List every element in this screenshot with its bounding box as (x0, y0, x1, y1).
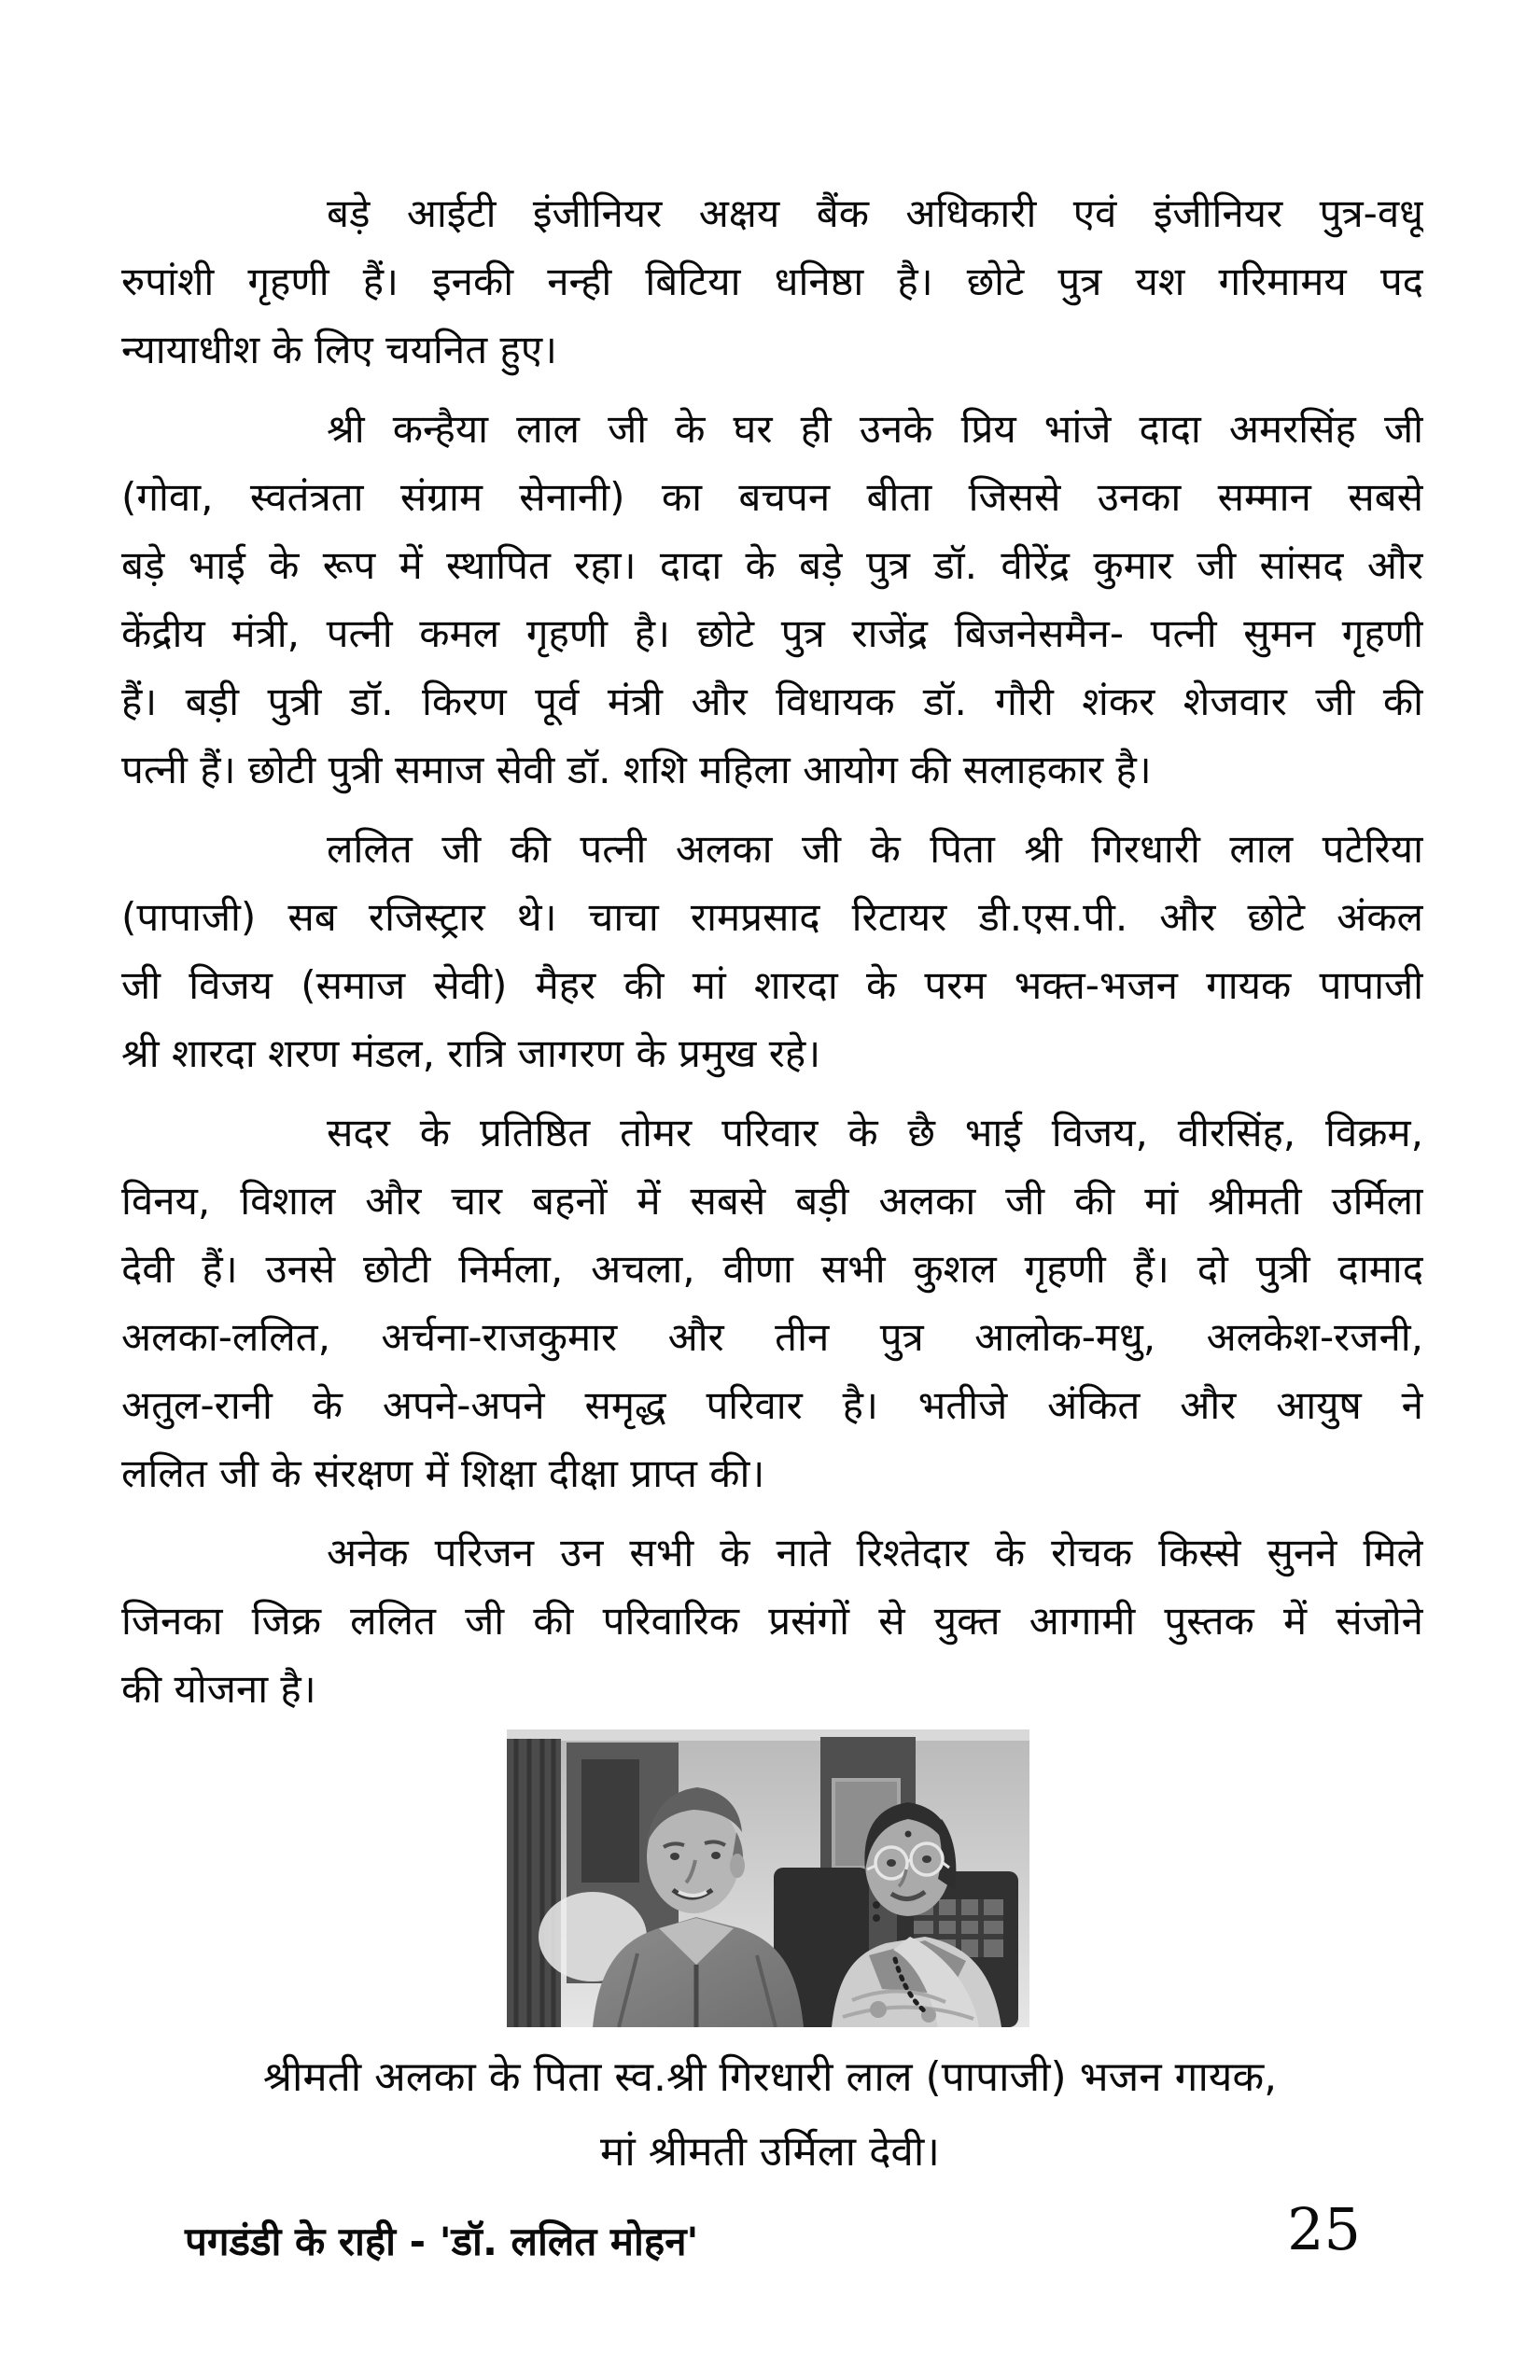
text-line: पत्नी हैं। छोटी पुत्री समाज सेवी डॉ. शशि महिला आयोग की सलाहकार है। (121, 747, 1152, 792)
text-line: विनय, विशाल और चार बहनों में सबसे बड़ी अलका जी की मां श्रीमती उर्मिला (121, 1178, 1423, 1224)
text-line: अनेक परिजन उन सभी के नाते रिश्तेदार के रोचक किस्से सुनने मिले (327, 1530, 1423, 1575)
text-line: जी विजय (समाज सेवी) मैहर की मां शारदा के परम भक्त-भजन गायक पापाजी (121, 962, 1423, 1008)
paragraph (121, 395, 1423, 804)
text-line: अतुल-रानी के अपने-अपने समृद्ध परिवार है। भतीजे अंकित और आयुष ने (121, 1382, 1423, 1428)
paragraph (121, 1099, 1423, 1507)
body-text (121, 179, 1423, 1734)
paragraph (121, 179, 1423, 384)
text-line: की योजना है। (121, 1666, 316, 1712)
text-line: ललित जी के संरक्षण में शिक्षा दीक्षा प्राप्त की। (121, 1450, 765, 1496)
text-line: जिनका जिक्र ललित जी की परिवारिक प्रसंगों से युक्त आगामी पुस्तक में संजोने (121, 1598, 1423, 1644)
caption-line: मां श्रीमती उर्मिला देवी। (600, 2128, 940, 2176)
paragraph (121, 815, 1423, 1087)
text-line: श्री कन्हैया लाल जी के घर ही उनके प्रिय भांजे दादा अमरसिंह जी (327, 406, 1423, 452)
page-number: 25 (1287, 2195, 1361, 2263)
text-line: (गोवा, स्वतंत्रता संग्राम सेनानी) का बचपन बीता जिससे उनका सम्मान सबसे (121, 474, 1423, 520)
text-line: हैं। बड़ी पुत्री डॉ. किरण पूर्व मंत्री और विधायक डॉ. गौरी शंकर शेजवार जी की (121, 679, 1423, 724)
text-line: न्यायाधीश के लिए चयनित हुए। (121, 327, 557, 372)
text-line: (पापाजी) सब रजिस्ट्रार थे। चाचा रामप्रसाद रिटायर डी.एस.पी. और छोटे अंकल (121, 894, 1423, 940)
text-line: अलका-ललित, अर्चना-राजकुमार और तीन पुत्र आलोक-मधु, अलकेश-रजनी, (121, 1314, 1423, 1360)
family-photo (507, 1729, 1029, 2027)
text-line: सदर के प्रतिष्ठित तोमर परिवार के छै भाई विजय, वीरसिंह, विक्रम, (327, 1110, 1423, 1155)
text-line: रुपांशी गृहणी हैं। इनकी नन्ही बिटिया धनिष्ठा है। छोटे पुत्र यश गरिमामय पद (121, 259, 1423, 304)
text-line: बड़े आईटी इंजीनियर अक्षय बैंक अधिकारी एवं इंजीनियर पुत्र-वधू (327, 190, 1423, 236)
photo-caption (0, 2040, 1540, 2190)
caption-line: श्रीमती अलका के पिता स्व.श्री गिरधारी लाल (पापाजी) भजन गायक, (262, 2053, 1278, 2101)
text-line: ललित जी की पत्नी अलका जी के पिता श्री गिरधारी लाल पटेरिया (327, 826, 1423, 872)
text-line: श्री शारदा शरण मंडल, रात्रि जागरण के प्रमुख रहे। (121, 1030, 821, 1076)
paragraph (121, 1519, 1423, 1723)
text-line: देवी हैं। उनसे छोटी निर्मला, अचला, वीणा सभी कुशल गृहणी हैं। दो पुत्री दामाद (121, 1246, 1423, 1292)
text-line: केंद्रीय मंत्री, पत्नी कमल गृहणी है। छोटे पुत्र राजेंद्र बिजनेसमैन- पत्नी सुमन गृहणी (121, 610, 1423, 656)
text-line: बड़े भाई के रूप में स्थापित रहा। दादा के बड़े पुत्र डॉ. वीरेंद्र कुमार जी सांसद और (121, 542, 1423, 588)
footer-book-title: पगडंडी के राही - 'डॉ. ललित मोहन' (185, 2219, 699, 2264)
